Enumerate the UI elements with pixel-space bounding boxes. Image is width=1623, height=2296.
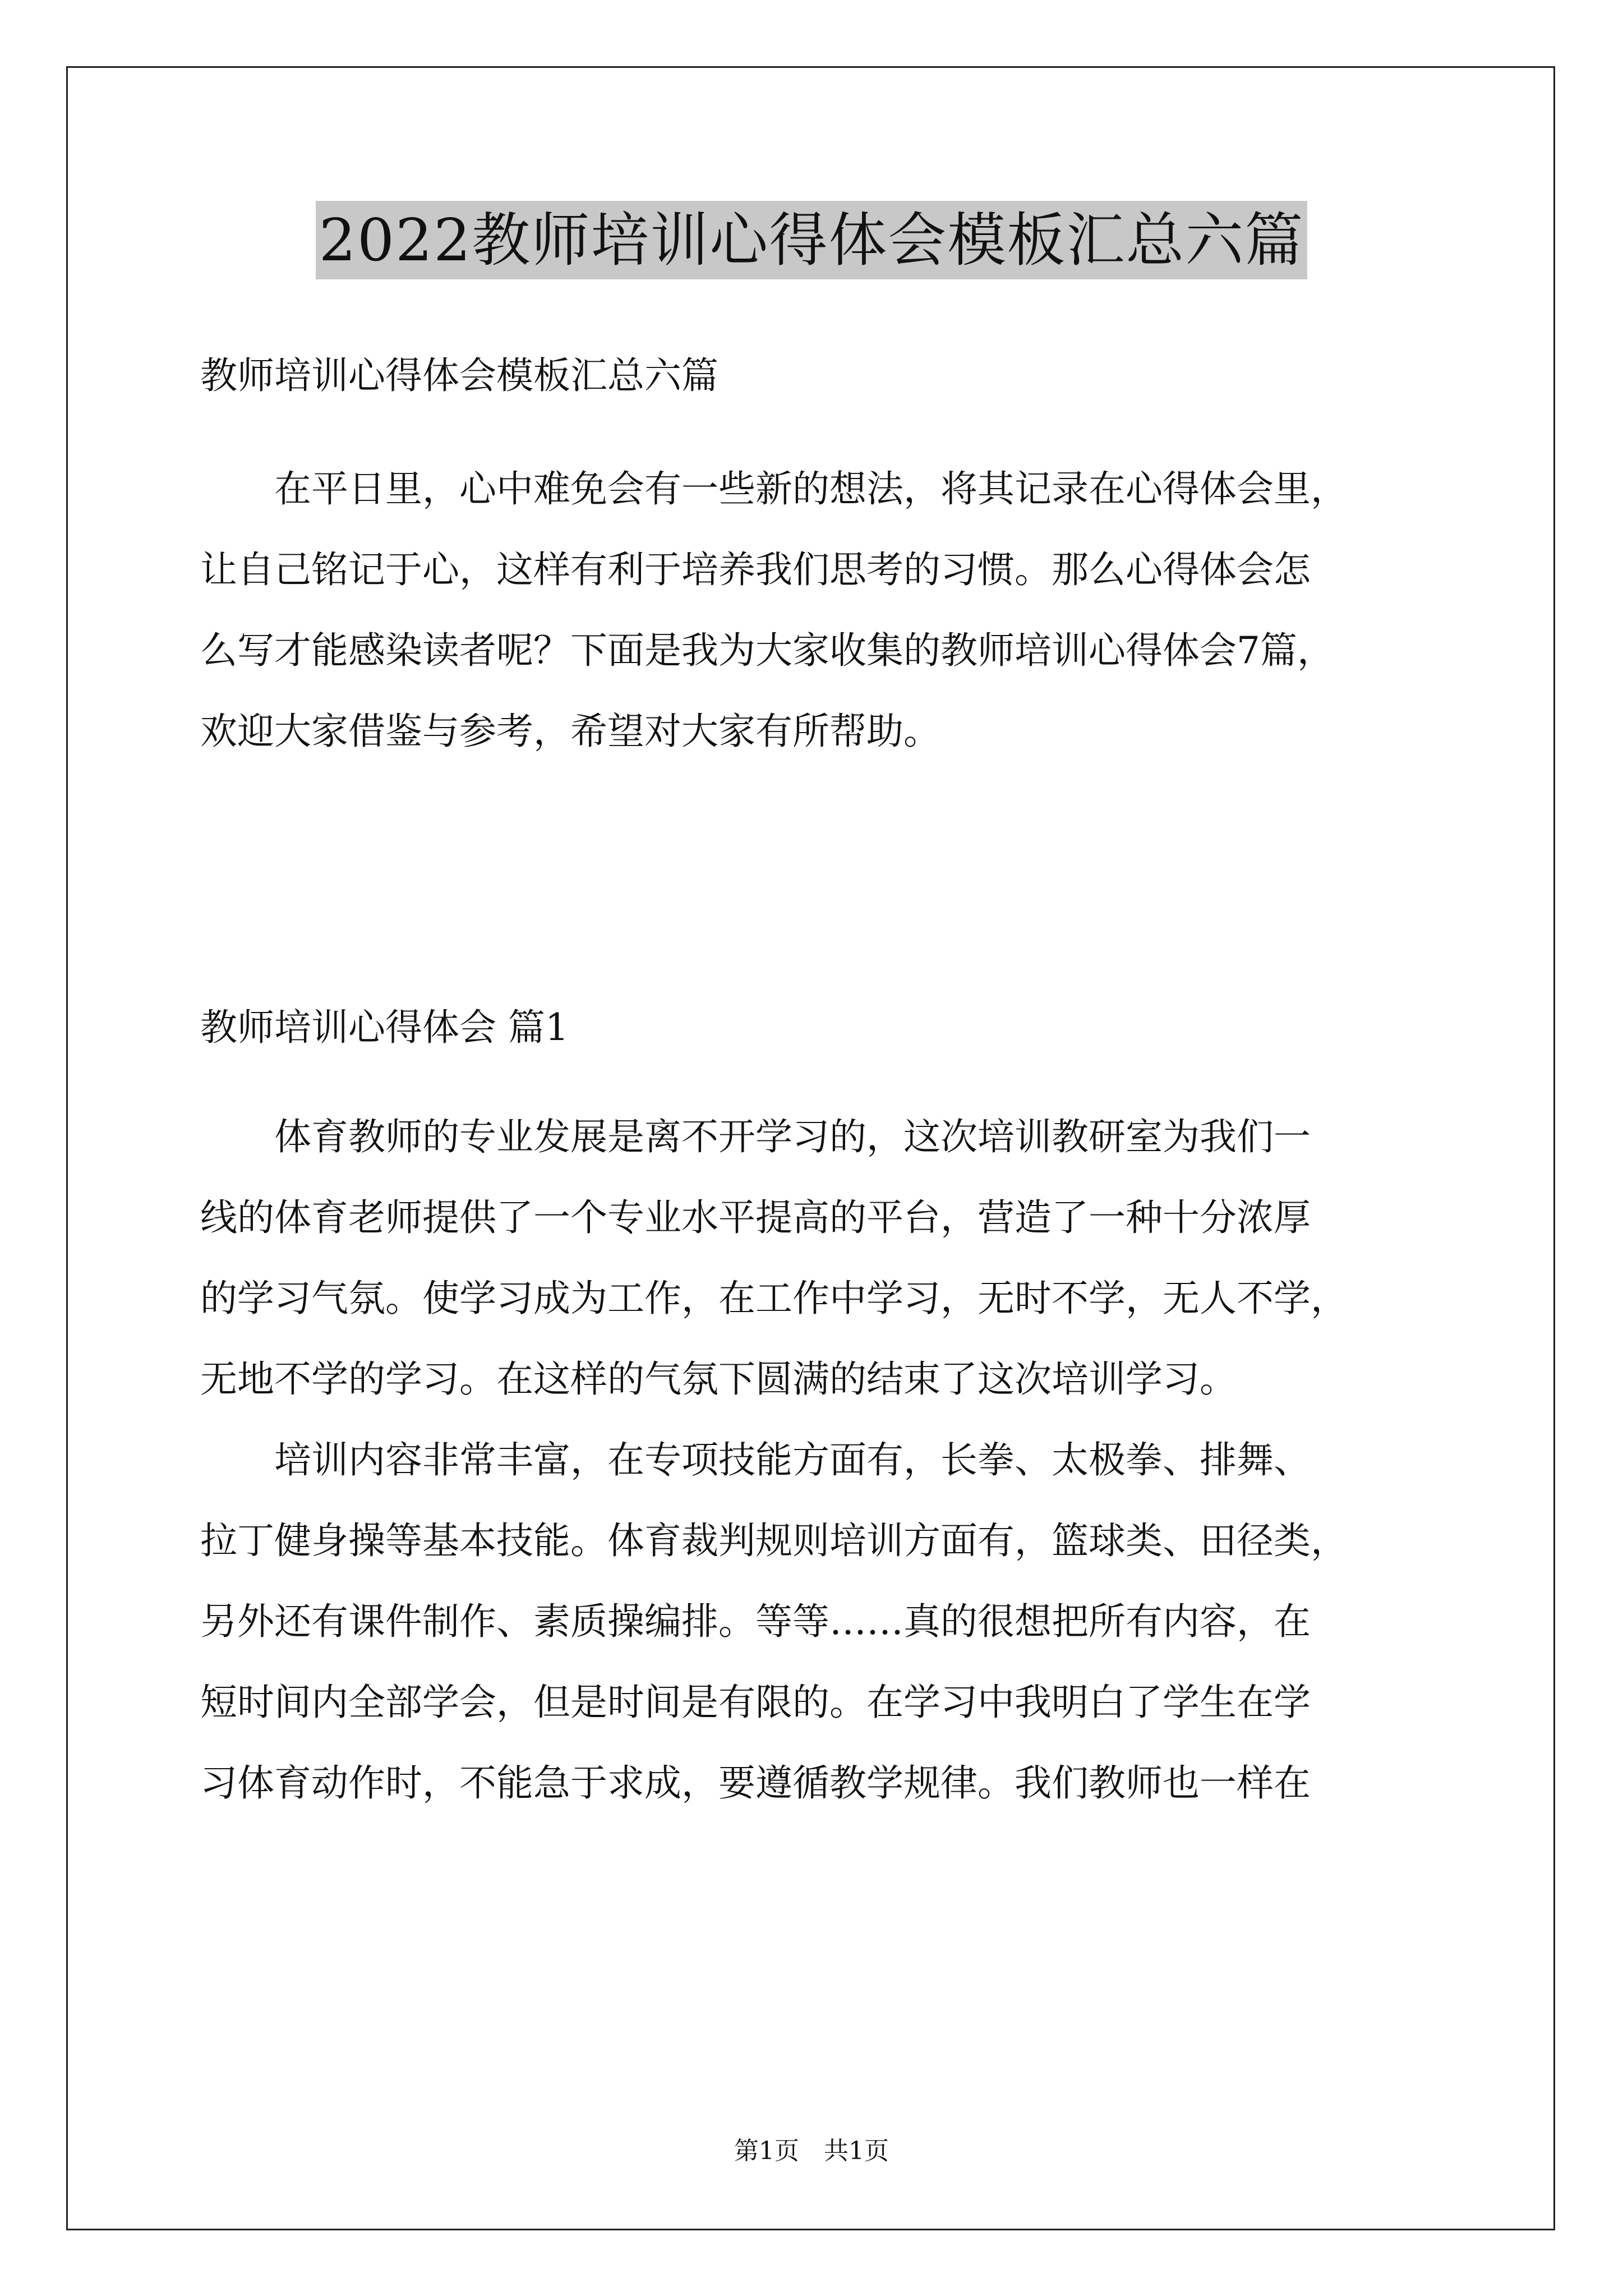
body-line: 无地不学的学习。在这样的气氛下圆满的结束了这次培训学习。: [200, 1358, 1237, 1401]
section-body: [200, 1097, 1462, 1824]
page-number-footer: 第1页 共1页: [734, 2137, 889, 2165]
body-line: 另外还有课件制作、素质操编排。等等……真的很想把所有内容，在: [200, 1600, 1311, 1643]
document-subtitle: [200, 335, 1462, 416]
body-line: 线的体育老师提供了一个专业水平提高的平台，营造了一种十分浓厚: [200, 1196, 1311, 1239]
body-line: 短时间内全部学会，但是时间是有限的。在学习中我明白了学生在学: [200, 1681, 1311, 1724]
body-line: 拉丁健身操等基本技能。体育裁判规则培训方面有，篮球类、田径类，: [200, 1519, 1348, 1562]
intro-line: 么写才能感染读者呢？下面是我为大家收集的教师培训心得体会7篇，: [200, 629, 1334, 672]
intro-line: 欢迎大家借鉴与参考，希望对大家有所帮助。: [200, 710, 940, 753]
body-line: 培训内容非常丰富，在专项技能方面有，长拳、太极拳、排舞、: [200, 1438, 1311, 1481]
section-heading: [200, 987, 1462, 1068]
body-line: 习体育动作时，不能急于求成，要遵循教学规律。我们教师也一样在: [200, 1761, 1311, 1805]
intro-line: 在平日里，心中难免会有一些新的想法，将其记录在心得体会里，: [200, 467, 1348, 510]
body-line: 体育教师的专业发展是离不开学习的，这次培训教研室为我们一: [200, 1115, 1311, 1158]
title-container: [0, 201, 1623, 279]
document-title: 2022教师培训心得体会模板汇总六篇: [316, 201, 1308, 279]
body-line: 的学习气氛。使学习成为工作，在工作中学习，无时不学，无人不学，: [200, 1277, 1348, 1320]
subtitle-text: 教师培训心得体会模板汇总六篇: [200, 354, 718, 397]
intro-line: 让自己铭记于心，这样有利于培养我们思考的习惯。那么心得体会怎: [200, 548, 1311, 591]
section-heading-text: 教师培训心得体会 篇1: [200, 1006, 569, 1049]
intro-paragraph: [200, 449, 1462, 772]
